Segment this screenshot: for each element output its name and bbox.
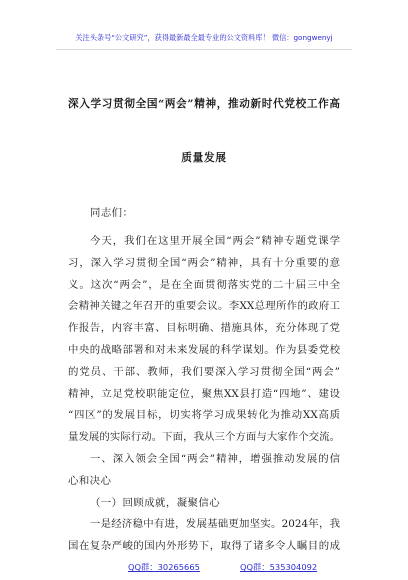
header-divider	[56, 49, 352, 50]
intro-line: 今天，我们在这里开展全国“两会”精神专题党课学	[90, 235, 340, 247]
section-heading-line: 一、深入领会全国“两会”精神，增强推动发展的信	[90, 453, 340, 465]
intro-line: 中央的战略部署和对未来发展的科学谋划。作为县委党校	[68, 344, 340, 356]
document-title-line-2: 质量发展	[181, 152, 227, 164]
salutation: 同志们：	[90, 207, 134, 219]
subsection-heading: （一）回顾成就，凝聚信心	[90, 497, 221, 509]
document-title-line-1: 深入学习贯彻全国“两会”精神，推动新时代党校工作高	[68, 98, 340, 110]
footer-qq-group-link-2[interactable]: QQ群：535304092	[240, 562, 318, 572]
intro-line: 会精神关键之年召开的重要会议。李XX总理所作的政府工	[68, 300, 340, 312]
intro-line: 习，深入学习贯彻全国“两会”精神，具有十分重要的意	[68, 257, 340, 269]
intro-line: 量发展的实际行动。下面，我从三个方面与大家作个交流。	[68, 431, 340, 443]
body-line: 国在复杂严峻的国内外形势下，取得了诸多令人瞩目的成	[68, 540, 340, 552]
intro-line: “四区”的发展目标，切实将学习成果转化为推动XX高质	[68, 409, 340, 421]
header-notice: 关注头条号“公文研究”，获得最新最全最专业的公文资料库！ 微信：gongwenyj	[75, 33, 333, 42]
intro-line: 精神，立足党校职能定位，聚焦XX县打造“四地”、建设	[68, 388, 340, 400]
intro-line: 的党员、干部、教师，我们要深入学习贯彻全国“两会”	[68, 366, 340, 378]
intro-line: 作报告，内容丰富、目标明确、措施具体，充分体现了党	[68, 322, 340, 334]
intro-line: 义。这次“两会”，是在全面贯彻落实党的二十届三中全	[68, 279, 340, 291]
footer-qq-group-link-1[interactable]: QQ群：30265665	[128, 562, 200, 572]
section-heading-line: 心和决心	[68, 475, 112, 487]
body-line: 一是经济稳中有进，发展基础更加坚实。2024年，我	[90, 518, 340, 530]
